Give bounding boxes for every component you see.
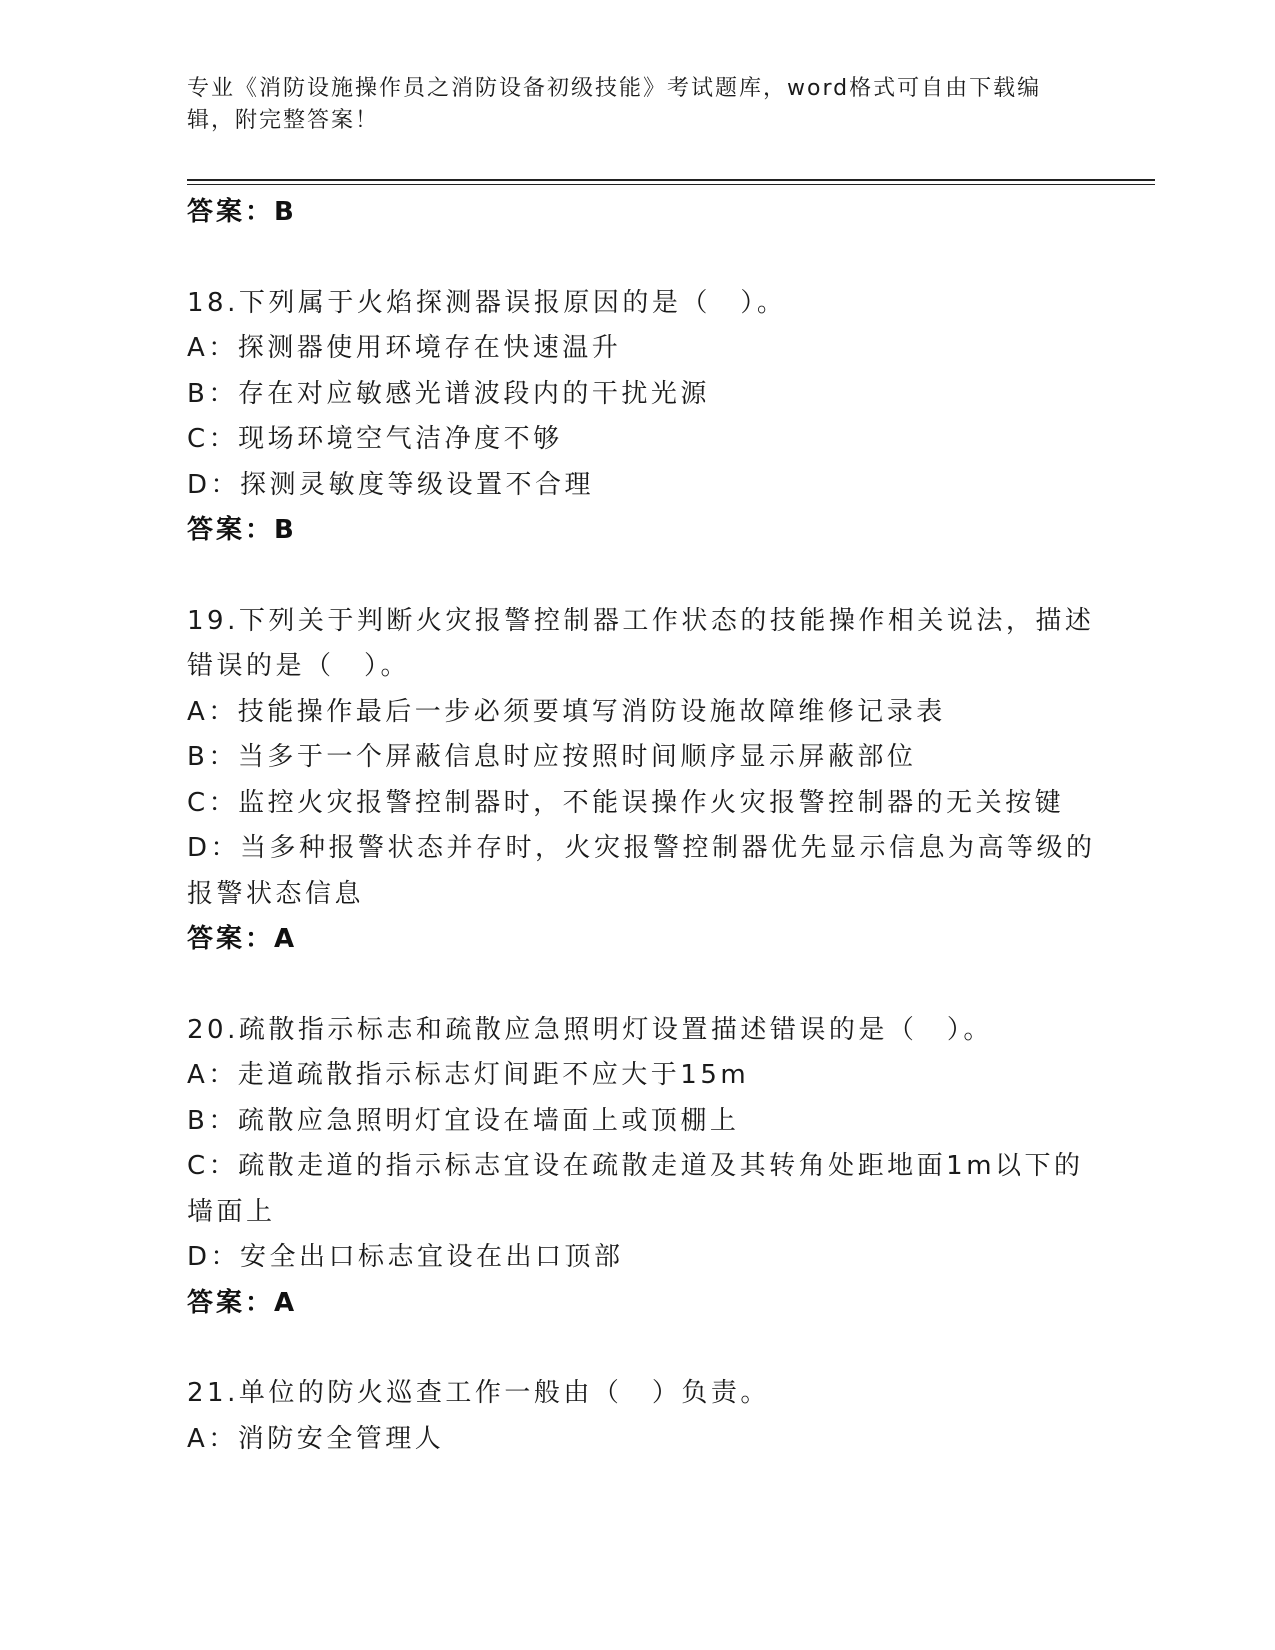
option-b: B：疏散应急照明灯宜设在墙面上或顶棚上 (187, 1105, 740, 1136)
option-d: D：安全出口标志宜设在出口顶部 (187, 1242, 624, 1272)
question-18 (187, 281, 1087, 554)
option-c: C：现场环境空气洁净度不够 (187, 424, 563, 454)
header-rule-thick (187, 179, 1155, 181)
answer: 答案：A (187, 1287, 298, 1318)
answer: 答案：A (187, 924, 298, 954)
option-d-continued: 报警状态信息 (187, 878, 365, 909)
spacer (187, 1326, 1087, 1371)
question-content (187, 190, 1096, 1462)
spacer (187, 236, 1087, 281)
option-b: B：存在对应敏感光谱波段内的干扰光源 (187, 378, 710, 409)
question-stem: 21.单位的防火巡查工作一般由（ ）负责。 (187, 1378, 770, 1408)
question-20 (187, 1008, 1087, 1327)
option-a: A：走道疏散指示标志灯间距不应大于15m (187, 1060, 750, 1090)
previous-answer: 答案：B (187, 197, 297, 227)
question-stem: 19.下列关于判断火灾报警控制器工作状态的技能操作相关说法，描述 (187, 605, 1095, 636)
option-a: A：探测器使用环境存在快速温升 (187, 333, 622, 363)
question-19 (187, 599, 1096, 963)
option-a: A：消防安全管理人 (187, 1423, 445, 1454)
option-d: D：当多种报警状态并存时，火灾报警控制器优先显示信息为高等级的 (187, 833, 1096, 863)
spacer (187, 963, 1087, 1008)
option-b: B：当多于一个屏蔽信息时应按照时间顺序显示屏蔽部位 (187, 742, 917, 772)
option-c: C：监控火灾报警控制器时，不能误操作火灾报警控制器的无关按键 (187, 787, 1065, 818)
question-21 (187, 1371, 1087, 1462)
header-rule-thin (187, 184, 1155, 185)
answer: 答案：B (187, 515, 297, 545)
question-stem: 20.疏散指示标志和疏散应急照明灯设置描述错误的是（ ）。 (187, 1014, 993, 1045)
option-d: D：探测灵敏度等级设置不合理 (187, 469, 595, 500)
document-header: 专业《消防设施操作员之消防设备初级技能》考试题库，word格式可自由下载编辑，附完整答案！ (187, 76, 1042, 133)
spacer (187, 554, 1087, 599)
question-stem: 18.下列属于火焰探测器误报原因的是（ ）。 (187, 287, 787, 318)
option-a: A：技能操作最后一步必须要填写消防设施故障维修记录表 (187, 696, 946, 727)
option-c: C：疏散走道的指示标志宜设在疏散走道及其转角处距地面1m以下的 (187, 1151, 1084, 1181)
option-c-continued: 墙面上 (187, 1196, 276, 1227)
question-stem-continued: 错误的是（ ）。 (187, 651, 411, 681)
